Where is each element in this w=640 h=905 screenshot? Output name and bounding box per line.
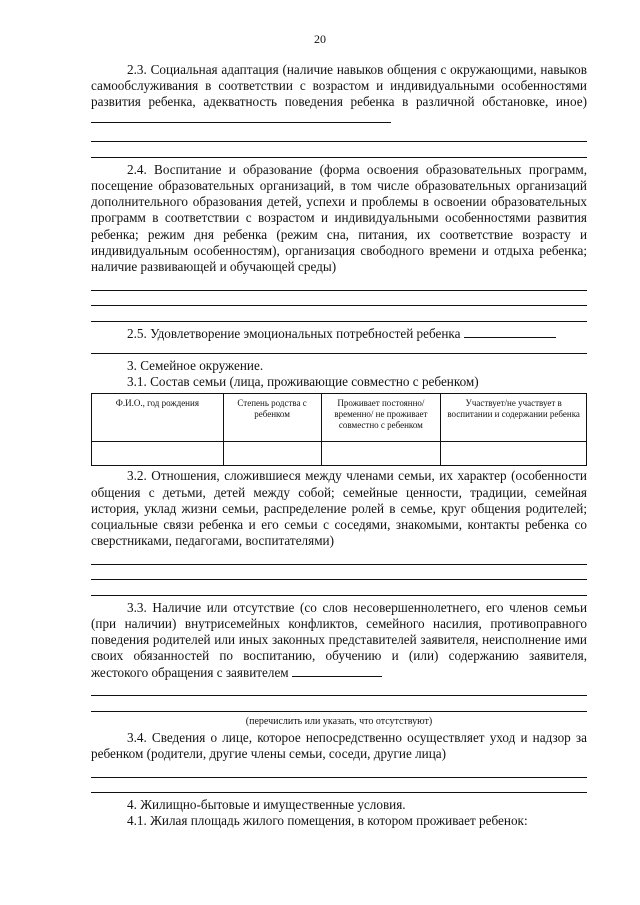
section-3-2: 3.2. Отношения, сложившиеся между членами семьи, их характер (особенности общения с детьми, детей между собой; семейные ценности, традиции, семейная история, уклад жизни семьи, распределение ролей в семье, круг общения родителей; социальные связи ребенка и его семьи с соседями, знакомыми, контакты ребенка со сверстниками, педагогами, воспитателями) [91, 468, 587, 549]
table-cell[interactable] [223, 442, 321, 466]
column-header-relation: Степень родства с ребенком [223, 394, 321, 442]
answer-line[interactable] [91, 291, 587, 307]
answer-line[interactable] [91, 127, 587, 143]
answer-line[interactable] [91, 275, 587, 291]
table-row [92, 442, 587, 466]
answer-line[interactable] [91, 342, 587, 354]
answer-line[interactable] [91, 549, 587, 565]
answer-line[interactable] [91, 762, 587, 778]
section-3-4: 3.4. Сведения о лице, которое непосредственно осуществляет уход и надзор за ребенком (родители, другие члены семьи, соседи, другие лица) [91, 729, 587, 762]
table-cell[interactable] [441, 442, 587, 466]
answer-line[interactable] [91, 111, 391, 123]
answer-line[interactable] [464, 326, 556, 338]
hint-note: (перечислить или указать, что отсутствуют) [245, 715, 433, 727]
section-4-heading: 4. Жилищно-бытовые и имущественные условия. [127, 797, 406, 813]
document-body [91, 62, 587, 830]
column-header-name: Ф.И.О., год рождения [92, 394, 224, 442]
section-2-3 [91, 62, 587, 127]
answer-line[interactable] [91, 306, 587, 322]
answer-line[interactable] [292, 665, 382, 677]
section-2-5 [91, 326, 587, 342]
table-cell[interactable] [321, 442, 441, 466]
table-header-row [92, 394, 587, 442]
section-3-heading: 3. Семейное окружение. [127, 357, 264, 373]
section-4-1-heading: 4.1. Жилая площадь жилого помещения, в котором проживает ребенок: [127, 813, 528, 829]
column-header-residence: Проживает постоянно/временно/ не проживает совместно с ребенком [321, 394, 441, 442]
section-3-1-heading: 3.1. Состав семьи (лица, проживающие совместно с ребенком) [127, 374, 479, 390]
column-header-participation: Участвует/не участвует в воспитании и содержании ребенка [441, 394, 587, 442]
section-2-5-text: 2.5. Удовлетворение эмоциональных потребностей ребенка [127, 325, 461, 341]
table-cell[interactable] [92, 442, 224, 466]
section-3-3 [91, 600, 587, 681]
section-3-3-text: 3.3. Наличие или отсутствие (со слов несовершеннолетнего, его членов семьи (при наличии) внутрисемейных конфликтов, семейного насилия, противоправного поведения родителей или иных законных представителей заявителя, неисполнение ими своих обязанностей по воспитанию, обучению и (или) содержанию заявителя, жестокого обращения с заявителем [91, 599, 587, 680]
answer-line[interactable] [91, 142, 587, 158]
answer-line[interactable] [91, 580, 587, 596]
answer-line[interactable] [91, 565, 587, 581]
page-number: 20 [314, 32, 326, 46]
family-composition-table [91, 393, 587, 466]
answer-line[interactable] [91, 778, 587, 794]
answer-line[interactable] [91, 696, 587, 712]
section-2-4: 2.4. Воспитание и образование (форма освоения образовательных программ, посещение образовательных организаций, в том числе образовательных организаций дополнительного образования детей, успехи и проблемы в освоении образовательных программ в соответствии с возрастом и индивидуальными особенностями развития ребенка; режим дня ребенка (режим сна, питания, их соответствие возрасту и индивидуальным особенностям), организация свободного времени и отдыха ребенка; наличие развивающей и обучающей среды) [91, 161, 587, 275]
answer-line[interactable] [91, 681, 587, 697]
section-2-3-text: 2.3. Социальная адаптация (наличие навыков общения с окружающими, навыков самообслуживания в соответствии с возрастом и индивидуальными особенностями развития ребенка, адекватность поведения ребенка в различной обстановке, иное) [91, 62, 587, 110]
